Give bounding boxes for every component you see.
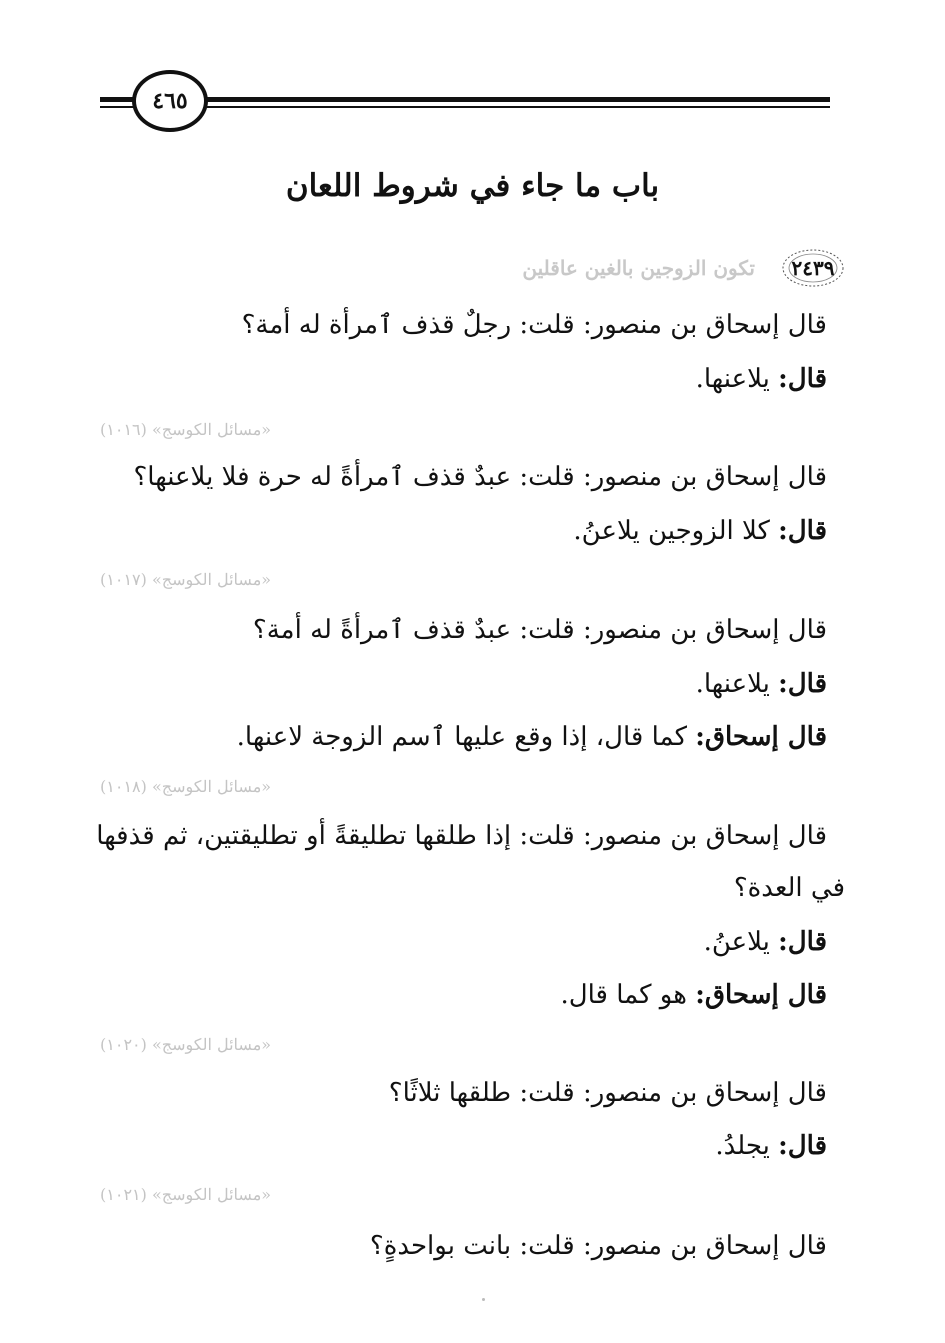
- answer-text: يلاعنُ.: [703, 927, 779, 957]
- question-line-continued: في العدة؟: [733, 873, 845, 903]
- source-citation: «مسائل الكوسج» (١٠٢٠): [100, 1035, 272, 1054]
- answer-text: كلا الزوجين يلاعنُ.: [573, 516, 779, 546]
- entry-heading: تكون الزوجين بالغين عاقلين: [522, 256, 755, 280]
- question-line: قال إسحاق بن منصور: قلت: عبدٌ قذف ٱمرأةً له حرة فلا يلاعنها؟: [133, 462, 827, 492]
- header-rule-thin: [100, 106, 830, 108]
- scan-speck: [482, 1298, 485, 1301]
- answer-line: [696, 364, 827, 394]
- answer-text: يجلدُ.: [715, 1131, 779, 1161]
- source-citation: «مسائل الكوسج» (١٠١٨): [100, 777, 272, 796]
- speaker-label: قال إسحاق:: [695, 722, 827, 752]
- answer-line: [696, 669, 827, 699]
- answer-line: [237, 722, 827, 752]
- answer-line: [715, 1131, 827, 1161]
- answer-line: [573, 516, 827, 546]
- page-number: ٤٦٥: [132, 70, 208, 132]
- page-title: باب ما جاء في شروط اللعان: [285, 168, 660, 204]
- entry-header: [180, 248, 845, 288]
- answer-line: [704, 927, 827, 957]
- speaker-label: قال:: [778, 1131, 827, 1161]
- speaker-label: قال:: [778, 516, 827, 546]
- answer-text: كما قال، إذا وقع عليها ٱسم الزوجة لاعنها.: [236, 722, 696, 752]
- entry-number-badge: [781, 248, 845, 288]
- header-rule-thick: [100, 97, 830, 102]
- speaker-label: قال إسحاق:: [695, 980, 827, 1010]
- question-line: قال إسحاق بن منصور: قلت: طلقها ثلاثًا؟: [388, 1078, 827, 1108]
- question-line: قال إسحاق بن منصور: قلت: بانت بواحدةٍ؟: [369, 1231, 827, 1261]
- header-rule: [100, 97, 830, 111]
- question-line: قال إسحاق بن منصور: قلت: رجلٌ قذف ٱمرأة له أمة؟: [241, 310, 827, 340]
- answer-text: هو كما قال.: [560, 980, 696, 1010]
- question-line: قال إسحاق بن منصور: قلت: عبدٌ قذف ٱمرأةً له أمة؟: [252, 615, 827, 645]
- answer-text: يلاعنها.: [695, 364, 779, 394]
- question-line: قال إسحاق بن منصور: قلت: إذا طلقها تطليقةً أو تطليقتين، ثم قذفها: [96, 821, 827, 851]
- answer-text: يلاعنها.: [695, 669, 779, 699]
- entry-number: ٢٤٣٩: [791, 256, 835, 280]
- source-citation: «مسائل الكوسج» (١٠١٧): [100, 570, 272, 589]
- speaker-label: قال:: [778, 669, 827, 699]
- speaker-label: قال:: [778, 927, 827, 957]
- source-citation: «مسائل الكوسج» (١٠١٦): [100, 420, 272, 439]
- speaker-label: قال:: [778, 364, 827, 394]
- source-citation: «مسائل الكوسج» (١٠٢١): [100, 1185, 272, 1204]
- answer-line: [560, 980, 827, 1010]
